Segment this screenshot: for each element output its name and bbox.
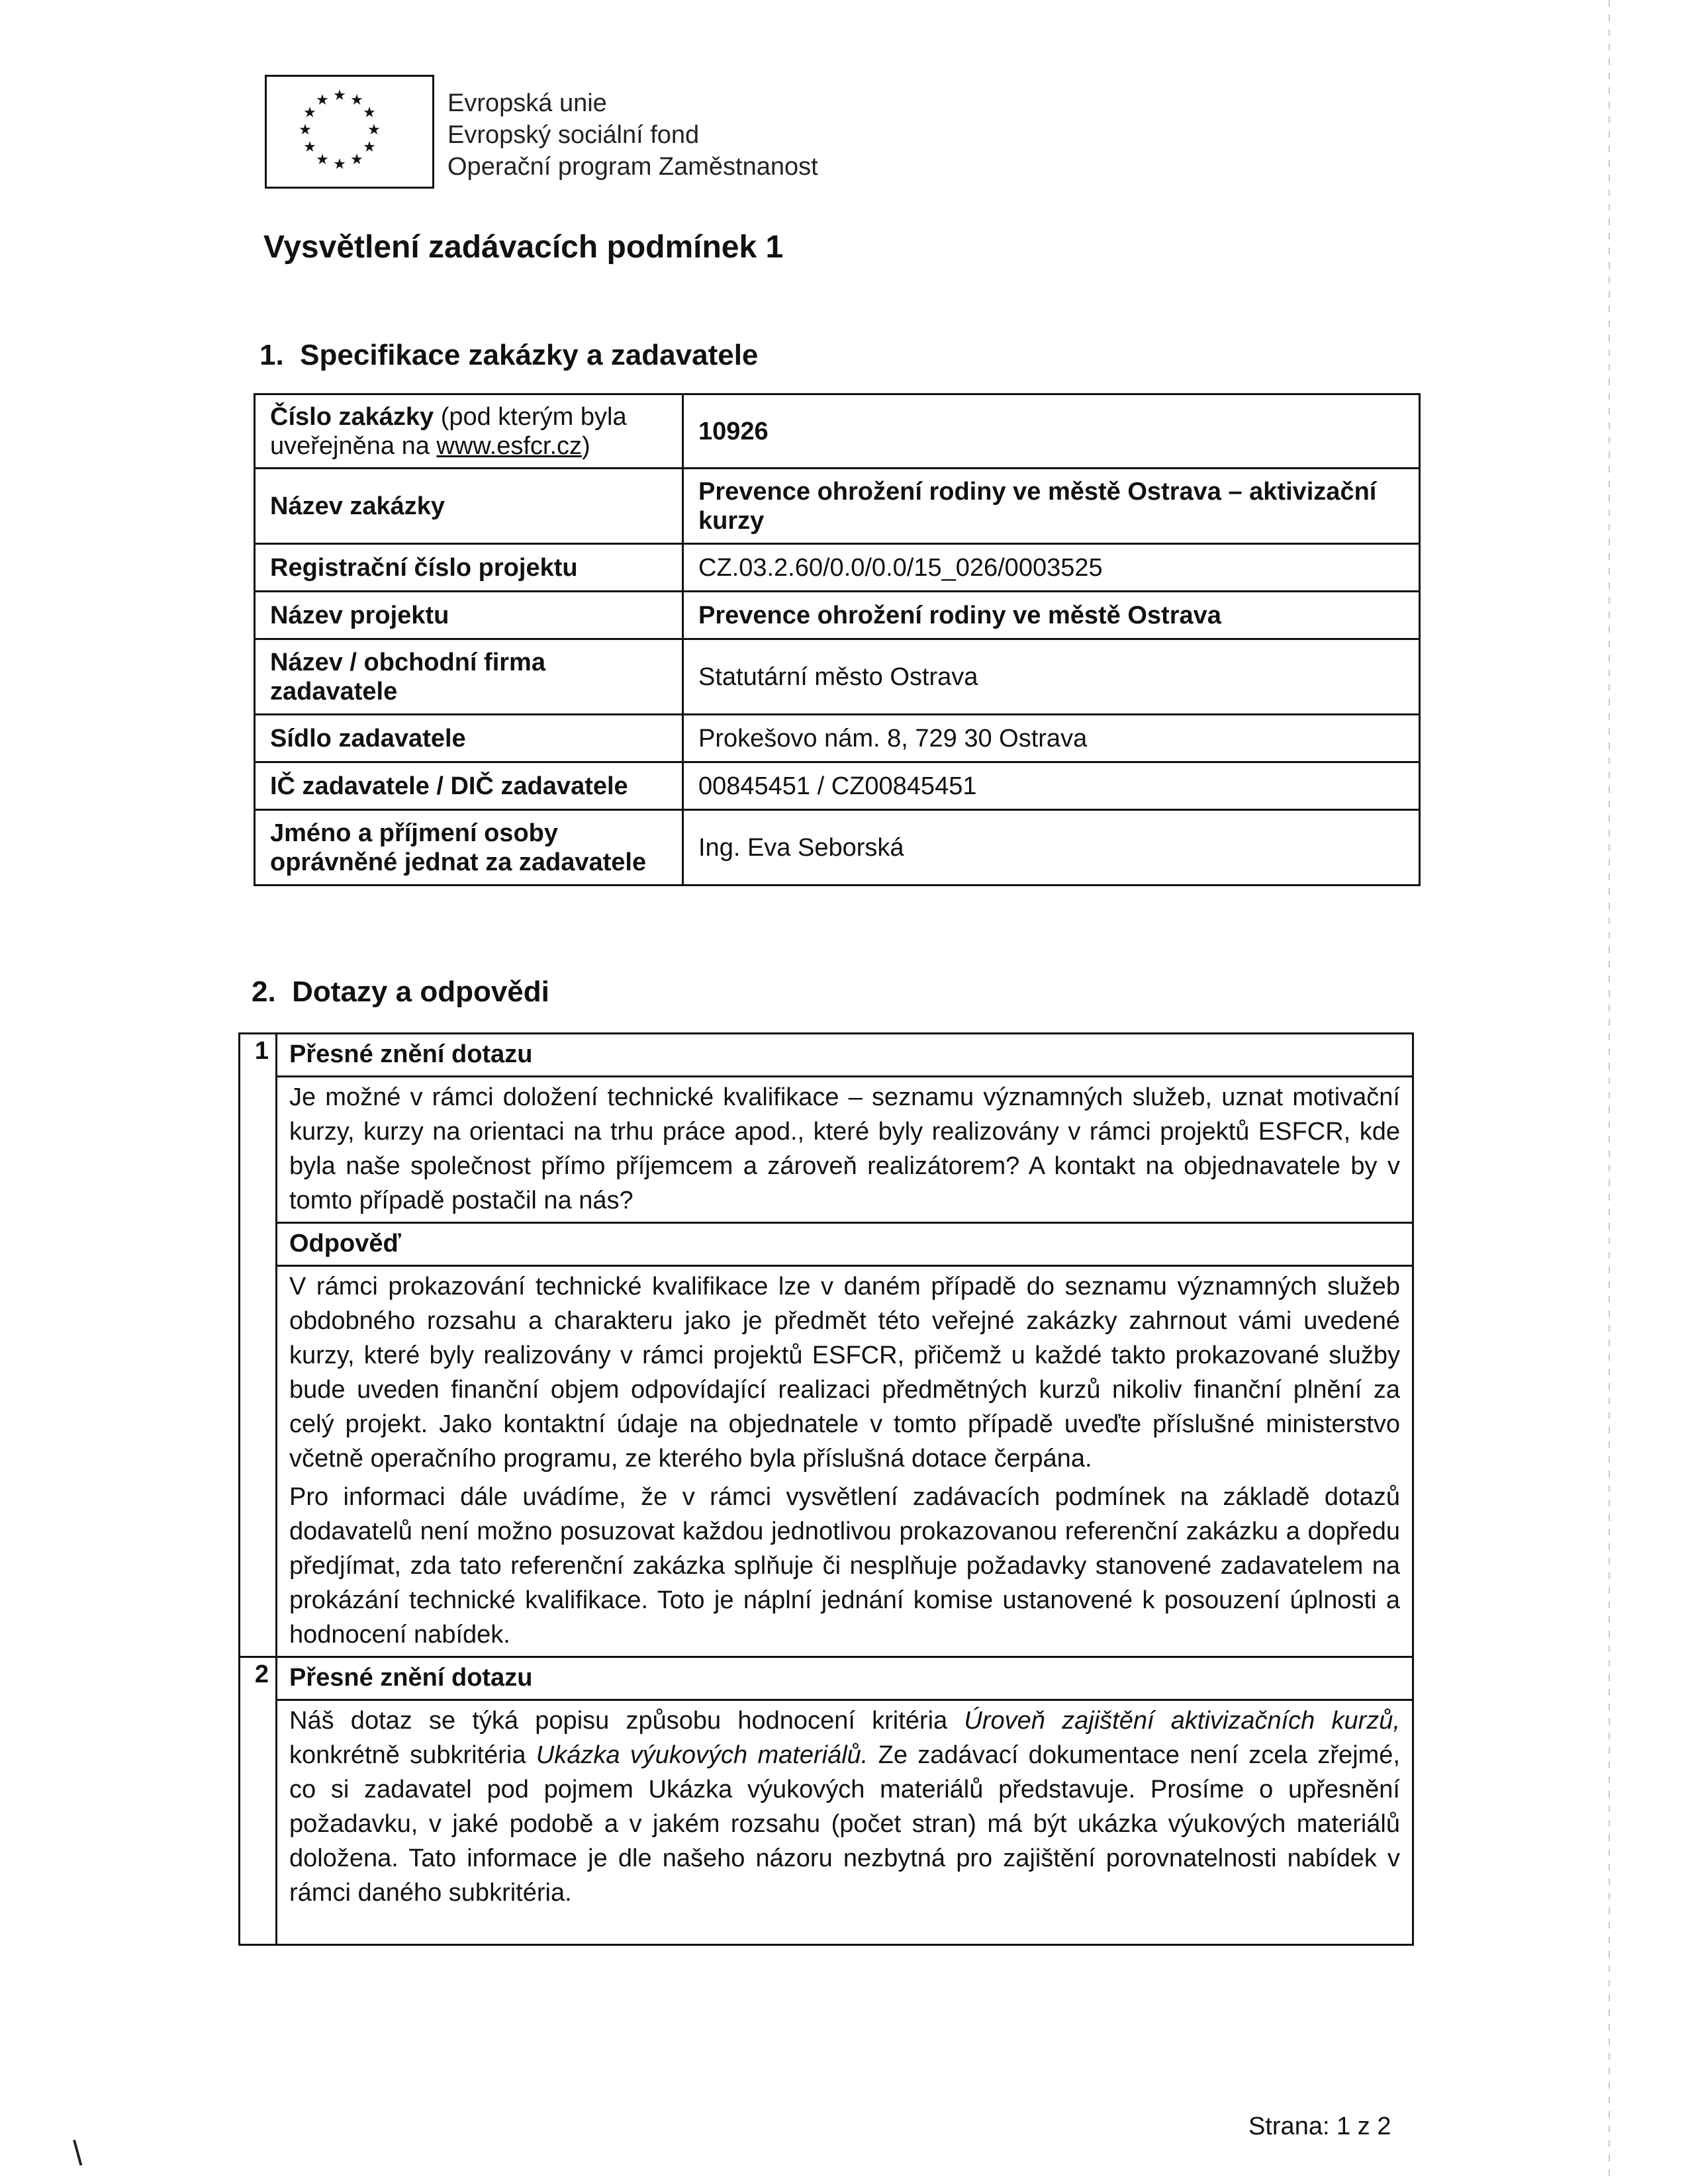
answer-text bbox=[289, 1269, 1400, 1652]
esfcr-link[interactable]: www.esfcr.cz bbox=[436, 432, 583, 460]
qa-number: 1 bbox=[240, 1034, 277, 1657]
spec-label bbox=[255, 394, 683, 469]
spec-label: Jméno a příjmení osoby oprávněné jednat za zadavatele bbox=[255, 810, 683, 886]
org-line: Operační program Zaměstnanost bbox=[447, 153, 818, 181]
scan-mark: \ bbox=[73, 2134, 83, 2173]
scan-edge-line bbox=[1609, 0, 1610, 2184]
spec-row bbox=[255, 639, 1420, 715]
label-bold: Číslo zakázky bbox=[270, 402, 434, 431]
eu-star: ★ bbox=[333, 156, 346, 173]
eu-star: ★ bbox=[303, 139, 316, 156]
spec-value: 00845451 / CZ00845451 bbox=[683, 762, 1420, 810]
eu-star: ★ bbox=[363, 105, 376, 121]
qa-number: 2 bbox=[240, 1657, 277, 1945]
section-number: 1. bbox=[259, 339, 284, 371]
section1-heading bbox=[259, 339, 758, 372]
eu-star: ★ bbox=[316, 92, 329, 109]
question-text: Je možné v rámci doložení technické kvalifikace – seznamu významných služeb, uznat motivační kurzy, kurzy na orientaci na trhu práce apod., které byly realizovány v rámci projektů ESFCR, kde byla naše společnost přímo příjemcem a zároveň realizátorem? A kontakt na objednavatele by v tomto případě postačil na nás? bbox=[289, 1083, 1400, 1214]
spec-label: IČ zadavatele / DIČ zadavatele bbox=[255, 762, 683, 810]
spec-label: Název zakázky bbox=[255, 469, 683, 544]
spec-row bbox=[255, 592, 1420, 639]
spec-table bbox=[254, 393, 1421, 886]
spec-row bbox=[255, 394, 1420, 469]
question-label: Přesné znění dotazu bbox=[289, 1664, 533, 1692]
question-label-cell bbox=[277, 1657, 1413, 1700]
section-number: 2. bbox=[252, 976, 276, 1008]
eu-star: ★ bbox=[316, 152, 329, 168]
spec-row bbox=[255, 810, 1420, 886]
answer-label-cell bbox=[277, 1223, 1413, 1266]
answer-label: Odpověď bbox=[289, 1230, 401, 1257]
document-title: Vysvětlení zadávacích podmínek 1 bbox=[263, 230, 784, 265]
eu-star: ★ bbox=[303, 105, 316, 121]
org-line: Evropský sociální fond bbox=[447, 121, 700, 149]
answer-cell bbox=[277, 1266, 1413, 1657]
qa-row bbox=[240, 1266, 1413, 1657]
spec-row bbox=[255, 762, 1420, 810]
eu-logo bbox=[265, 75, 434, 189]
spec-value: Prevence ohrožení rodiny ve městě Ostrava – aktivizační kurzy bbox=[683, 469, 1420, 544]
question-part: Náš dotaz se týká popisu způsobu hodnocení kritéria bbox=[289, 1707, 964, 1735]
eu-star: ★ bbox=[367, 122, 381, 138]
question-label: Přesné znění dotazu bbox=[289, 1040, 533, 1068]
section2-heading bbox=[252, 976, 549, 1009]
eu-star: ★ bbox=[350, 152, 363, 168]
spec-value: 10926 bbox=[683, 394, 1420, 469]
question-text bbox=[289, 1704, 1400, 1910]
section-title: Dotazy a odpovědi bbox=[292, 976, 549, 1008]
section-title: Specifikace zakázky a zadavatele bbox=[300, 339, 759, 371]
qa-row bbox=[240, 1657, 1413, 1700]
org-lines bbox=[447, 87, 818, 183]
answer-paragraph: Pro informaci dále uvádíme, že v rámci vysvětlení zadávacích podmínek na základě dotazů dodavatelů není možno posuzovat každou jednotlivou prokazovanou referenční zakázku a dopředu předjímat, zda tato referenční zakázka splňuje či nesplňuje požadavky stanovené zadavatelem na prokázání technické kvalifikace. Toto je náplní jednání komise ustanovené k posouzení úplnosti a hodnocení nabídek. bbox=[289, 1483, 1400, 1649]
subcriterion-name: Ukázka výukových materiálů. bbox=[536, 1741, 868, 1769]
eu-star: ★ bbox=[333, 87, 346, 104]
spec-value: Ing. Eva Seborská bbox=[683, 810, 1420, 886]
label-rest: (pod kterým byla uveřejněna na bbox=[270, 402, 627, 460]
question-cell bbox=[277, 1700, 1413, 1945]
qa-row bbox=[240, 1223, 1413, 1266]
qa-row bbox=[240, 1077, 1413, 1223]
qa-row bbox=[240, 1034, 1413, 1077]
org-line: Evropská unie bbox=[447, 89, 607, 117]
qa-table bbox=[238, 1032, 1414, 1946]
page-number: Strana: 1 z 2 bbox=[1248, 2113, 1391, 2140]
criterion-name: Úroveň zajištění aktivizačních kurzů, bbox=[964, 1707, 1401, 1735]
eu-star: ★ bbox=[299, 122, 312, 138]
question-label-cell bbox=[277, 1034, 1413, 1077]
spec-label: Název projektu bbox=[255, 592, 683, 639]
label-end: ) bbox=[582, 432, 590, 460]
qa-row bbox=[240, 1700, 1413, 1945]
spec-value: Prevence ohrožení rodiny ve městě Ostrava bbox=[683, 592, 1420, 639]
spec-value: Statutární město Ostrava bbox=[683, 639, 1420, 715]
spec-row bbox=[255, 469, 1420, 544]
question-part: Ze zadávací dokumentace není zcela zřejmé, co si zadavatel pod pojmem Ukázka výukových materiálů představuje. Prosíme o upřesnění požadavku, v jaké podobě a v jakém rozsahu (počet stran) má být ukázka výukových materiálů doložena. Tato informace je dle našeho názoru nezbytná pro zajištění porovnatelnosti nabídek v rámci daného subkritéria. bbox=[289, 1741, 1400, 1907]
spec-label: Sídlo zadavatele bbox=[255, 715, 683, 762]
spec-value: Prokešovo nám. 8, 729 30 Ostrava bbox=[683, 715, 1420, 762]
spec-row bbox=[255, 715, 1420, 762]
question-part: konkrétně subkritéria bbox=[289, 1741, 536, 1769]
question-cell bbox=[277, 1077, 1413, 1223]
eu-flag-stars-icon bbox=[267, 77, 432, 187]
eu-star: ★ bbox=[350, 92, 363, 109]
spec-label: Název / obchodní firma zadavatele bbox=[255, 639, 683, 715]
spec-row bbox=[255, 544, 1420, 592]
answer-paragraph: V rámci prokazování technické kvalifikace lze v daném případě do seznamu významných služeb obdobného rozsahu a charakteru jako je předmět této veřejné zakázky zahrnout vámi uvedené kurzy, které byly realizovány v rámci projektů ESFCR, přičemž u každé takto prokazované služby bude uveden finanční objem odpovídající realizaci předmětných kurzů nikoliv finanční plnění za celý projekt. Jako kontaktní údaje na objednatele v tomto případě uveďte příslušné ministerstvo včetně operačního programu, ze kterého byla příslušná dotace čerpána. bbox=[289, 1273, 1400, 1473]
spec-label: Registrační číslo projektu bbox=[255, 544, 683, 592]
eu-star: ★ bbox=[363, 139, 376, 156]
spec-value: CZ.03.2.60/0.0/0.0/15_026/0003525 bbox=[683, 544, 1420, 592]
